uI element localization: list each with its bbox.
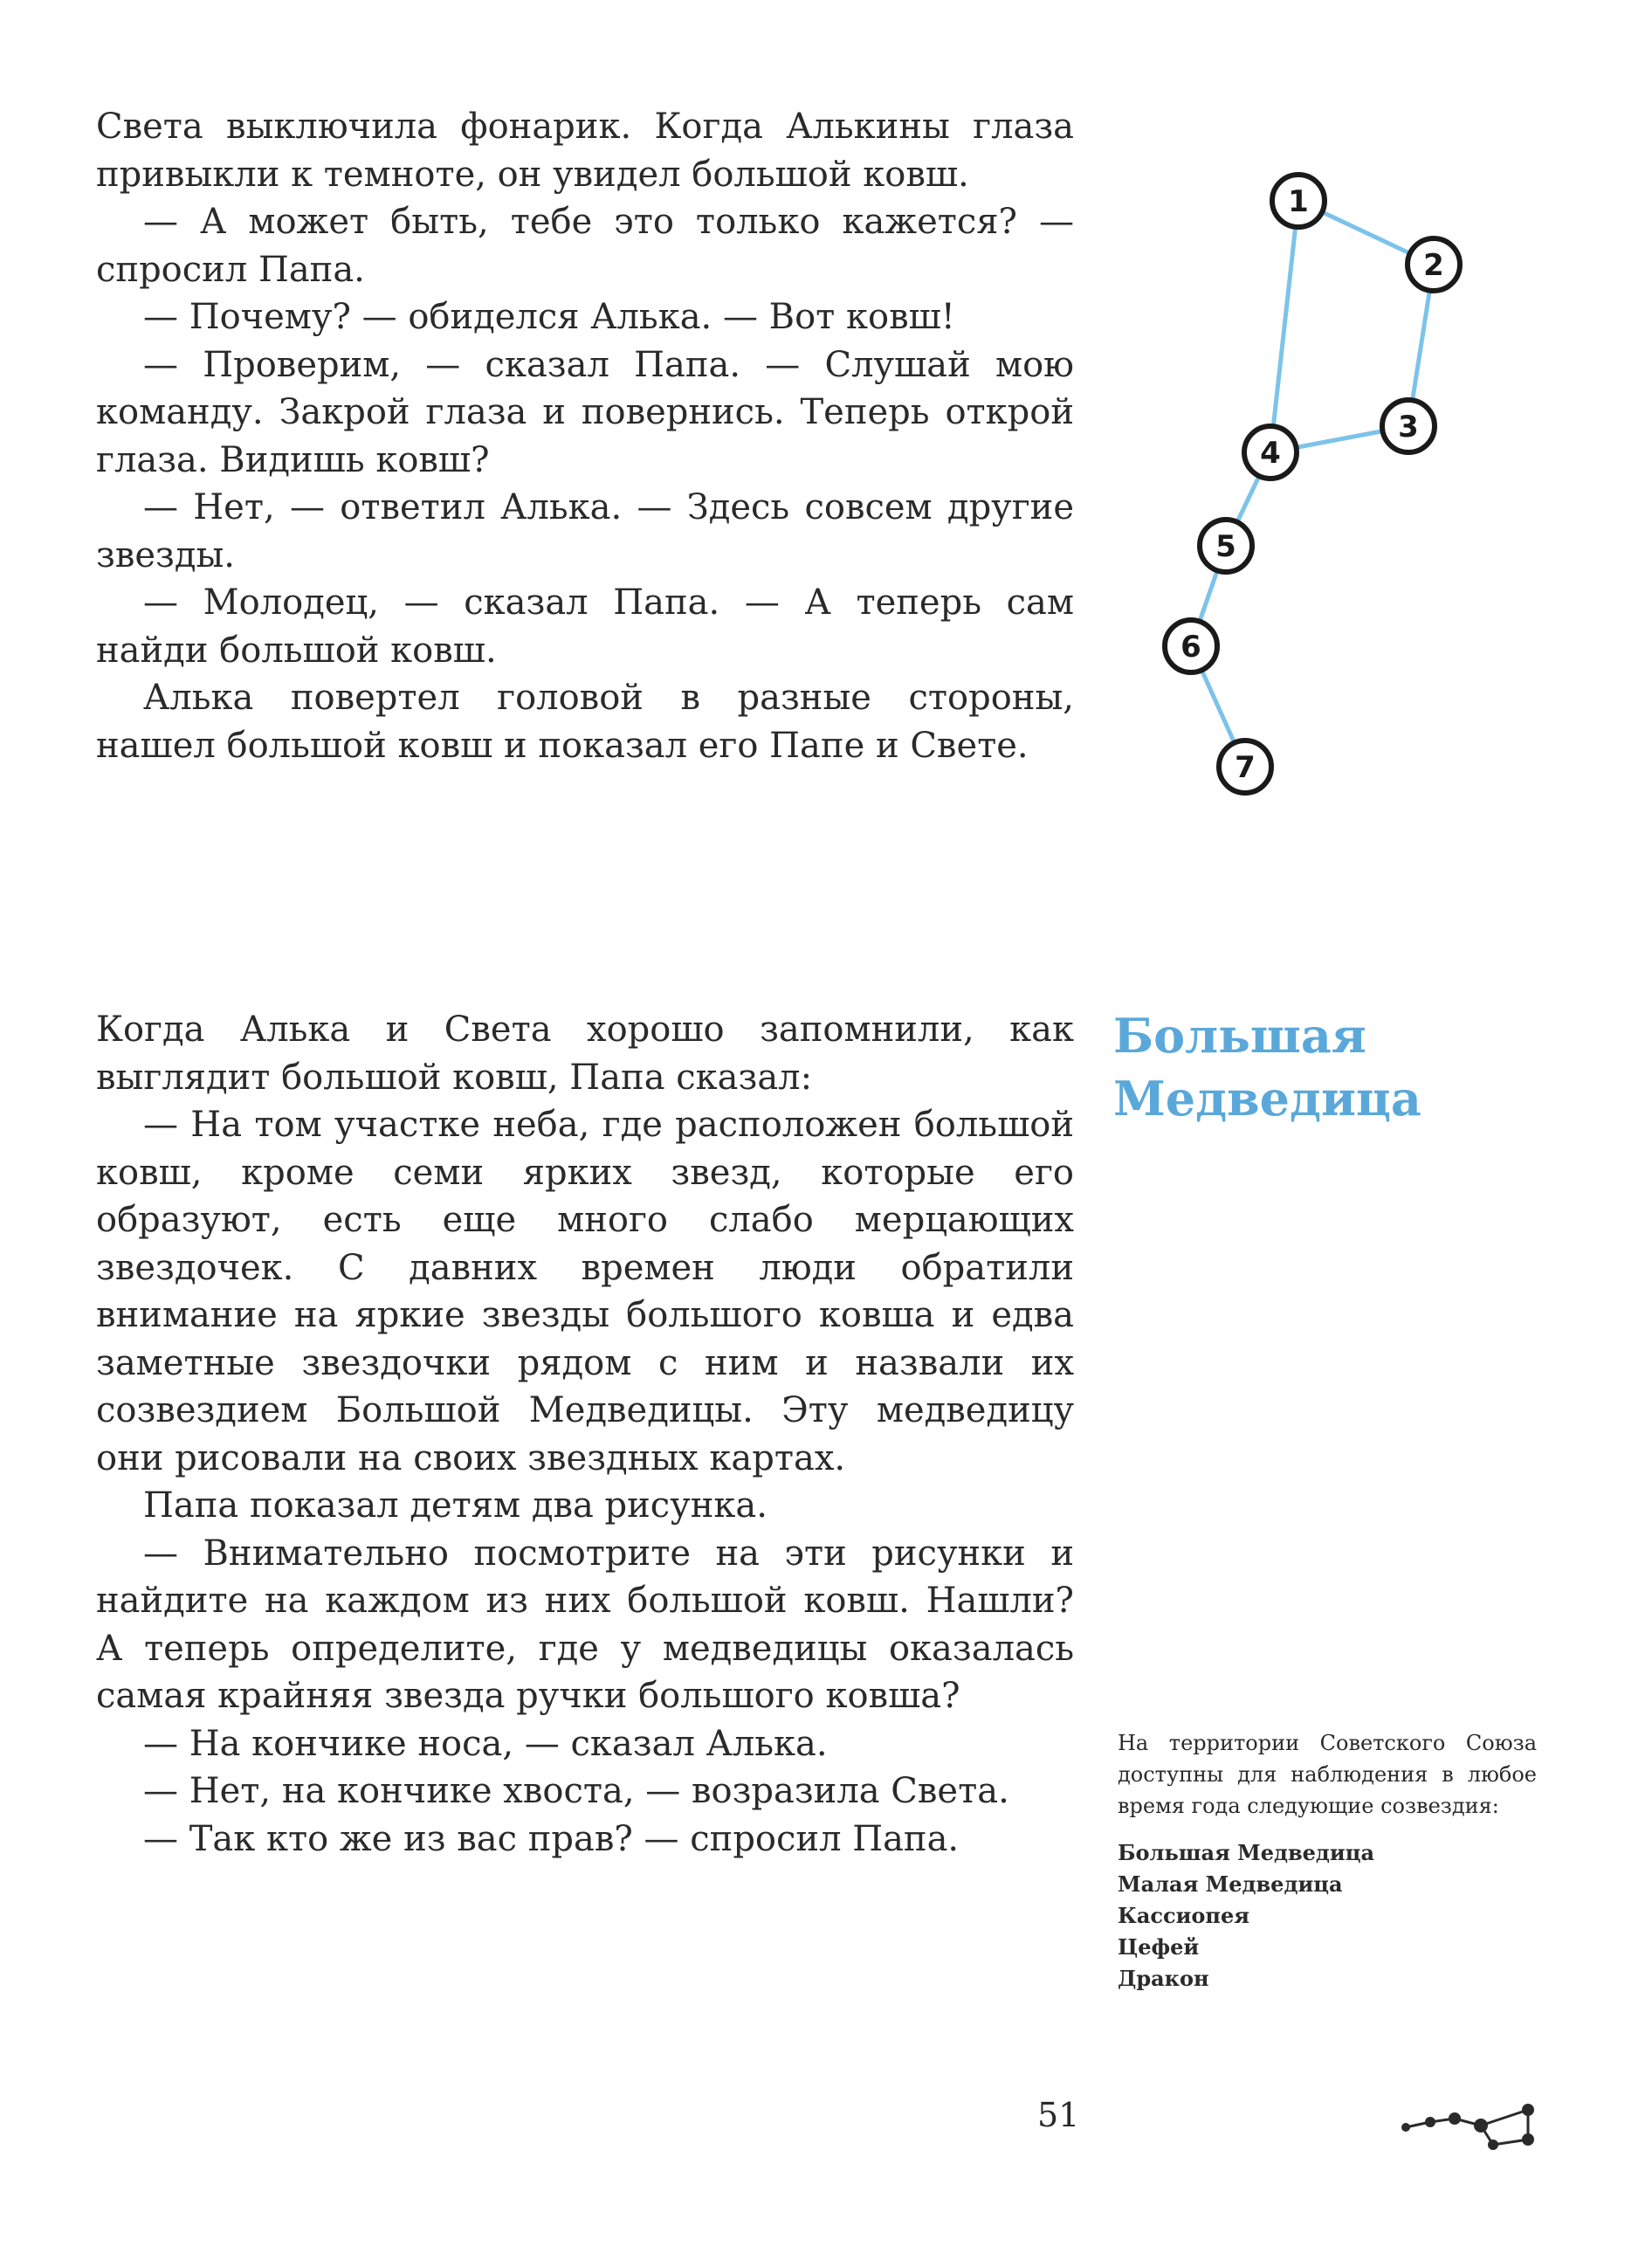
constellation-item: Дракон	[1118, 1966, 1209, 1991]
paragraph: — Проверим, — сказал Папа. — Слушай мою команду. Закрой глаза и повернись. Теперь открой глаза. Видишь ковш?	[96, 344, 1074, 480]
section-heading: Большая Медведица	[1113, 1008, 1421, 1127]
paragraph: Алька повертел головой в разные стороны, нашел большой ковш и показал его Папе и Свете.	[96, 678, 1074, 766]
paragraph: — Почему? — обиделся Алька. — Вот ковш!	[143, 297, 955, 337]
story-text-part-2	[96, 1006, 1074, 1863]
constellation-item: Большая Медведица	[1118, 1840, 1375, 1865]
star-3	[1382, 400, 1435, 452]
paragraph: Света выключила фонарик. Когда Алькины глаза привыкли к темноте, он увидел большой ковш.	[96, 107, 1074, 195]
constellation-lines	[1191, 201, 1434, 767]
star-5	[1200, 520, 1252, 572]
constellation-item: Малая Медведица	[1118, 1871, 1343, 1897]
paragraph: — На том участке неба, где расположен большой ковш, кроме семи ярких звезд, которые его образуют, есть еще много слабо мерцающих звездочек. С давних времен люди обратили внимание на яркие звезды большого ковша и едва заметные звездочки рядом с ним и назвали их созвездием Большой Медведицы. Эту медведицу они рисовали на своих звездных картах.	[96, 1105, 1074, 1478]
constellation-item: Кассиопея	[1118, 1903, 1249, 1928]
star-5-label: 5	[1215, 529, 1236, 564]
star-2-label: 2	[1423, 248, 1444, 283]
star-7-label: 7	[1235, 750, 1256, 785]
star-3-label: 3	[1398, 410, 1419, 444]
paragraph: — На кончике носа, — сказал Алька.	[143, 1723, 828, 1764]
paragraph: — Так кто же из вас прав? — спросил Папа.	[143, 1818, 960, 1859]
star-1	[1272, 175, 1325, 227]
constellation-list	[1118, 1837, 1537, 1995]
story-text-part-1	[96, 103, 1074, 769]
star-1-label: 1	[1288, 184, 1309, 219]
star-6-label: 6	[1180, 630, 1201, 665]
star-7	[1219, 741, 1271, 793]
sidenote-text: На территории Советского Союза доступны для наблюдения в любое время года следующие созвездия:	[1118, 1731, 1537, 1818]
star-2	[1408, 238, 1460, 291]
small-dipper-icon	[1397, 2096, 1545, 2157]
paragraph: Папа показал детям два рисунка.	[143, 1485, 767, 1526]
page-number: 51	[1037, 2096, 1080, 2134]
paragraph: — Внимательно посмотрите на эти рисунки и найдите на каждом из них большой ковш. Нашли? А теперь определите, где у медведицы оказалась самая крайняя звезда ручки большого ковша?	[96, 1533, 1074, 1716]
big-dipper-diagram	[1135, 157, 1572, 821]
paragraph: — Нет, на кончике хвоста, — возразила Света.	[143, 1771, 1009, 1811]
paragraph: Когда Алька и Света хорошо запомнили, как выглядит большой ковш, Папа сказал:	[96, 1009, 1074, 1098]
constellation-item: Цефей	[1118, 1934, 1200, 1960]
star-4	[1244, 426, 1297, 479]
star-6	[1165, 620, 1217, 672]
paragraph: — Молодец, — сказал Папа. — А теперь сам найди большой ковш.	[96, 582, 1074, 671]
star-4-label: 4	[1260, 436, 1281, 471]
paragraph: — А может быть, тебе это только кажется? — спросил Папа.	[96, 202, 1074, 290]
sidenote	[1118, 1727, 1537, 1995]
paragraph: — Нет, — ответил Алька. — Здесь совсем другие звезды.	[96, 487, 1074, 575]
